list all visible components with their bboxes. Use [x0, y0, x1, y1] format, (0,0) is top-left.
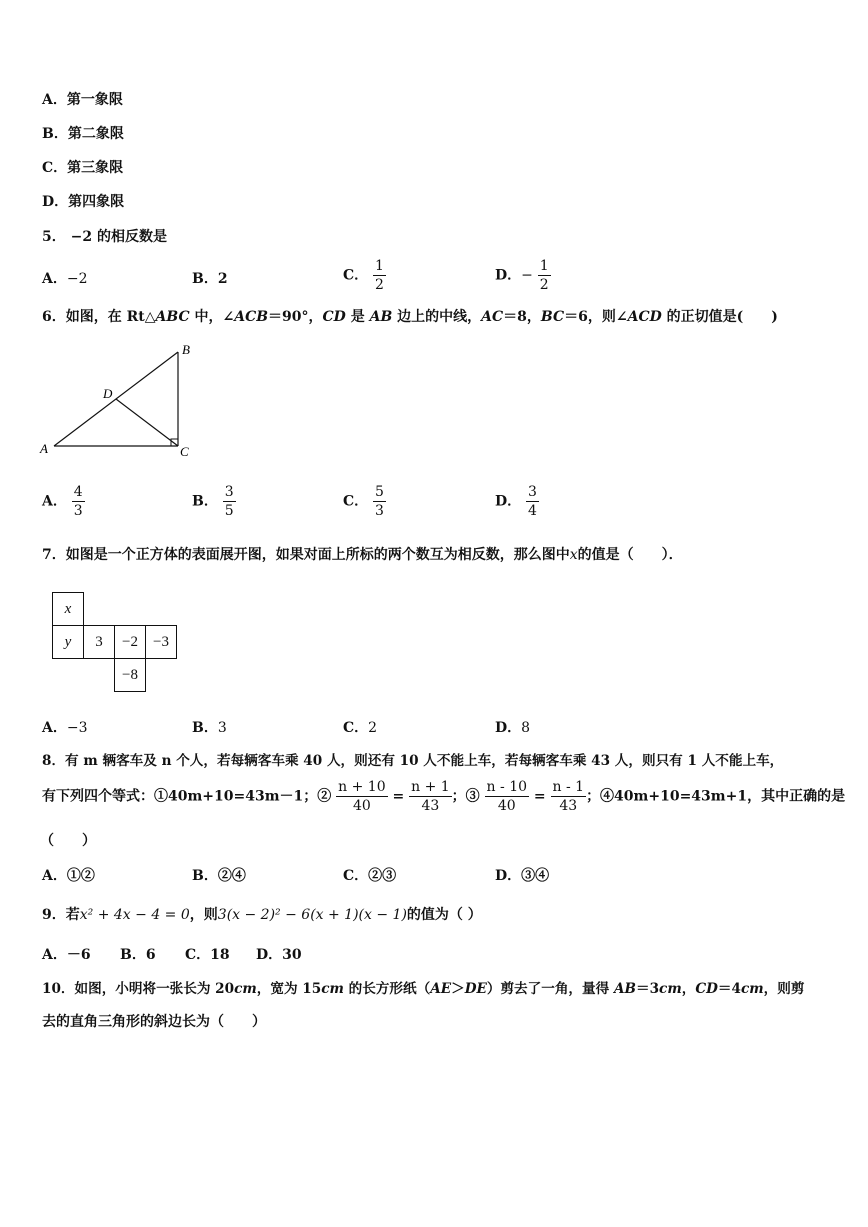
- q6-option-c: C． $\frac{5}{3}$: [343, 484, 384, 519]
- net-cell-3: 3: [84, 626, 115, 659]
- label-c: C: [180, 444, 189, 459]
- q7-option-d: D．8: [495, 720, 531, 736]
- q7-option-b: B．3: [192, 720, 227, 736]
- q4-option-d: D．第四象限: [42, 194, 125, 210]
- q7-cube-net: [52, 592, 177, 692]
- q6-option-a: A． $\frac{4}{3}$: [42, 484, 83, 519]
- net-cell-neg8: −8: [115, 659, 146, 692]
- q4-option-b: B．第二象限: [42, 126, 124, 142]
- q8-option-d: D．③④: [495, 868, 550, 884]
- label-b: B: [182, 342, 190, 357]
- q8-stem-line2: 有下列四个等式：①40m+10=43m－1；② $\frac{n + 10}{40}$ = $\frac{n + 1}{43}$ ；③ $\frac{n - 10}{40}$ = $\frac{n - 1}{43}$ ；④40m+10=43m+1，其中正确的是: [42, 779, 846, 814]
- net-cell-x: x: [53, 593, 84, 626]
- median-cd: [116, 399, 178, 446]
- q9-option-b: B．6: [120, 947, 156, 963]
- q9-option-c: C．18: [185, 947, 230, 963]
- q6-option-d: D． $\frac{3}{4}$: [495, 484, 537, 519]
- q9-stem: 9．若x² + 4x − 4 = 0，则3(x − 2)² − 6(x + 1)(x − 1)的值为（ ）: [42, 907, 482, 923]
- q4-option-c: C．第三象限: [42, 160, 124, 176]
- q6-triangle-figure: [38, 338, 198, 463]
- q8-option-c: C．②③: [343, 868, 397, 884]
- q4-option-a: A．第一象限: [42, 92, 123, 108]
- q5-option-c: C． $\frac{1}{2}$: [343, 258, 384, 293]
- q8-option-b: B．②④: [192, 868, 246, 884]
- q5-option-d: D．− $\frac{1}{2}$: [495, 258, 549, 293]
- q7-option-c: C．2: [343, 720, 378, 736]
- q5-stem: 5． −2 的相反数是: [42, 229, 167, 245]
- net-cell-neg2: −2: [115, 626, 146, 659]
- q7-stem: 7．如图是一个正方体的表面展开图，如果对面上所标的两个数互为相反数，那么图中x的值是（ ）．: [42, 547, 683, 563]
- net-cell-y: y: [53, 626, 84, 659]
- q8-stem-line3: （ ）: [40, 833, 96, 849]
- label-a: A: [40, 441, 48, 456]
- label-d: D: [103, 386, 113, 401]
- q10-stem-line1: 10．如图，小明将一张长为 20cm，宽为 15cm 的长方形纸（AE＞DE）剪去了一角，量得 AB＝3cm，CD＝4cm，则剪: [42, 981, 805, 997]
- q8-option-a: A．①②: [42, 868, 95, 884]
- q5-option-a: A．−2: [42, 271, 88, 287]
- q5-option-b: B．2: [192, 271, 228, 287]
- q6-option-b: B． $\frac{3}{5}$: [192, 484, 234, 519]
- q8-stem-line1: 8．有 m 辆客车及 n 个人，若每辆客车乘 40 人，则还有 10 人不能上车，若每辆客车乘 43 人，则只有 1 人不能上车，: [42, 753, 784, 769]
- net-cell-neg3: −3: [146, 626, 177, 659]
- q10-stem-line2: 去的直角三角形的斜边长为（ ）: [42, 1014, 266, 1030]
- q9-option-d: D．30: [256, 947, 302, 963]
- q7-option-a: A．−3: [42, 720, 88, 736]
- q9-option-a: A．－6: [42, 947, 91, 963]
- q6-stem: 6．如图，在 Rt△ABC 中，∠ACB＝90°，CD 是 AB 边上的中线，AC＝8，BC＝6，则∠ACD 的正切值是( ): [42, 309, 778, 325]
